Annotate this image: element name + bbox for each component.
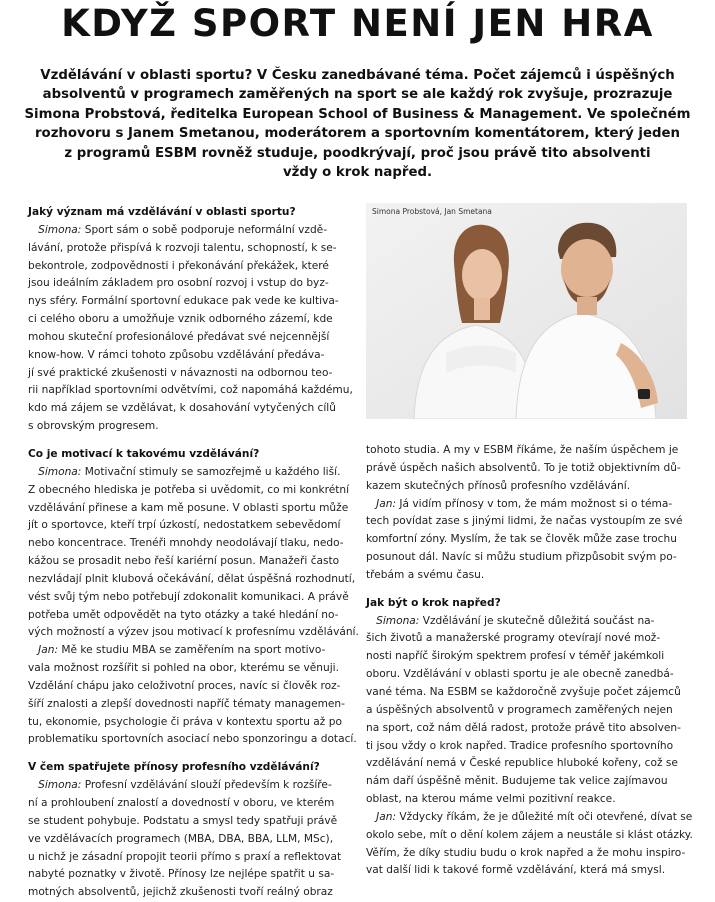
answer-line: právě úspěch našich absolventů. To je totiž objektivním dů- <box>366 461 681 474</box>
answer-line: problematiku sportovních asociací nebo sponzoringu a dotací. <box>28 733 357 746</box>
answer-line: vat další lidi k takové formě vzdělávání, která má smysl. <box>366 864 666 877</box>
answer-line <box>366 496 686 514</box>
answer-line: vané téma. Na ESBM se každoročně zvyšuje počet zájemců <box>366 685 681 698</box>
photo-caption: Simona Probstová, Jan Smetana <box>372 207 492 216</box>
answer-line: nabyté poznatky v životě. Přínosy lze nejlépe spatřit u sa- <box>28 868 335 881</box>
answer-line: ci celého oboru a umožňuje vznik odborného zázemí, kde <box>28 313 333 326</box>
lead-line: vždy o krok napřed. <box>282 165 433 181</box>
answer-line: jí své praktické zkušenosti v návaznosti na odbornou teo- <box>28 366 333 379</box>
answer-line <box>28 464 358 482</box>
answer-line <box>28 222 358 240</box>
answer-text: Motivační stimuly se samozřejmě u každého liší. <box>81 465 341 478</box>
question-heading: V čem spatřujete přínosy profesního vzdělávání? <box>28 761 320 774</box>
answer-line: tech povídat zase s jinými lidmi, že načas vystoupím ze své <box>366 515 683 528</box>
answer-line: motných absolventů, jejichž zkušenosti tvoří reálný obraz <box>28 886 333 899</box>
answer-line <box>28 777 358 795</box>
answer-line: s obrovským progresem. <box>28 420 159 433</box>
answer-line: šich životů a manažerské programy otevírají nové mož- <box>366 632 661 645</box>
speaker-label: Simona: <box>38 465 82 478</box>
answer-line: tu, ekonomie, psychologie či práva v kontextu sportu až po <box>28 715 342 728</box>
answer-line: Vzdělání chápu jako celoživotní proces, navíc si člověk roz- <box>28 679 341 692</box>
question-heading: Jak být o krok napřed? <box>366 596 501 609</box>
answer-line: Věřím, že díky studiu budu o krok napřed a že mohu inspiro- <box>366 846 686 859</box>
headline: KDYŽ SPORT NENÍ JEN HRA <box>61 2 654 45</box>
speaker-label: Jan: <box>376 810 397 823</box>
answer-line: se student pohybuje. Podstatu a smysl tedy spatřuji právě <box>28 814 338 827</box>
answer-line: oboru. Vzdělávání v oblasti sportu je ale obecně zanedbá- <box>366 668 674 681</box>
answer-line: ve vzdělávacích programech (MBA, DBA, BBA, LLM, MSc), <box>28 832 334 845</box>
answer-line: vzdělávání přinese a kam mě posune. V oblasti sportu může <box>28 501 349 514</box>
answer-line <box>28 642 358 660</box>
answer-line: vala možnost rozšířit si pohled na obor, kterému se věnuji. <box>28 662 339 675</box>
answer-line: Z obecného hlediska je potřeba si uvědomit, co mi konkrétní <box>28 483 350 496</box>
answer-line: know-how. V rámci tohoto způsobu vzdělávání předáva- <box>28 348 325 361</box>
answer-line: kazem skutečných přínosů profesního vzdělávání. <box>366 479 631 492</box>
question-heading: Co je motivací k takovému vzdělávání? <box>28 447 260 460</box>
answer-line: nebo koncentrace. Trenéři mnohdy neodolávají tlaku, nedo- <box>28 537 344 550</box>
speaker-label: Simona: <box>38 779 82 792</box>
answer-line: nosti napříč širokým spektrem profesí v téměř jakémkoli <box>366 650 665 663</box>
answer-line: u nichž je zásadní propojit teorii přímo s praxí a reflektovat <box>28 850 342 863</box>
interview-photo <box>366 203 687 419</box>
answer-line <box>366 809 693 827</box>
lead-paragraph <box>10 66 705 182</box>
answer-text: Vždycky říkám, že je důležité mít oči otevřené, dívat se <box>396 810 693 823</box>
answer-line: potřeba umět odpovědět na tyto otázky a také hledání no- <box>28 608 339 621</box>
speaker-label: Simona: <box>376 614 420 627</box>
answer-line: vzdělávání nemá v České republice hluboké kořeny, což se <box>366 757 678 770</box>
photo-illustration <box>366 203 687 419</box>
question-heading: Jaký význam má vzdělávání v oblasti sportu? <box>28 206 296 218</box>
answer-text: Mě ke studiu MBA se zaměřením na sport motivo- <box>58 644 326 657</box>
answer-line: kdo má zájem se vzdělávat, k dosahování vytyčených cílů <box>28 402 336 415</box>
answer-line: komfortní zóny. Myslím, že tak se člověk může zase trochu <box>366 533 677 546</box>
answer-line: na sport, což nám dělá radost, protože právě tito absolven- <box>366 721 681 734</box>
left-column <box>28 204 358 902</box>
answer-line: bekontrole, zodpovědnosti i překonávání překážek, které <box>28 259 329 272</box>
answer-line: tohoto studia. A my v ESBM říkáme, že naším úspěchem je <box>366 444 679 456</box>
answer-line: okolo sebe, mít o dění kolem zájem a neustále si klást otázky. <box>366 828 693 841</box>
answer-text: Vzdělávání je skutečně důležitá součást na- <box>419 614 655 627</box>
answer-line: posunout dál. Navíc si můžu studium přizpůsobit svým po- <box>366 551 677 564</box>
lead-line: Vzdělávání v oblasti sportu? V Česku zanedbávané téma. Počet zájemců i úspěšných <box>40 68 675 83</box>
answer-line: kážou se prosadit nebo řeší kariérní posun. Manažeři často <box>28 555 340 568</box>
answer-text: Já vidím přínosy v tom, že mám možnost si o téma- <box>396 497 673 510</box>
speaker-label: Simona: <box>38 223 82 236</box>
answer-line: lávání, protože přispívá k rozvoji talentu, schopností, k se- <box>28 241 337 254</box>
answer-line: vých možností a výzev jsou motivací k profesnímu vzdělávání. <box>28 626 359 639</box>
answer-line: jít o sportovce, kteří trpí úzkostí, nedostatkem sebevědomí <box>28 519 341 532</box>
speaker-label: Jan: <box>376 497 397 510</box>
answer-line: jsou ideálním základem pro osobní rozvoj i vstup do byz- <box>28 277 329 290</box>
answer-text: Sport sám o sobě podporuje neformální vzdě- <box>81 223 328 236</box>
answer-line: mohou skuteční profesionálové předávat své nejcennější <box>28 330 330 343</box>
answer-line: a úspěšných absolventů v programech zaměřených nejen <box>366 703 673 716</box>
answer-line: vést svůj tým nebo potřebují zdokonalit komunikaci. A právě <box>28 590 349 603</box>
answer-line: ní a prohloubení znalostí a dovedností v oboru, ve kterém <box>28 797 335 809</box>
lead-line: Simona Probstová, ředitelka European School of Business & Management. Ve společném <box>24 106 691 122</box>
lead-line: rozhovoru s Janem Smetanou, moderátorem a sportovním komentátorem, který jeden <box>35 126 680 142</box>
answer-line: oblast, na kterou máme velmi pozitivní reakce. <box>366 793 616 806</box>
answer-line: ti jsou vždy o krok napřed. Tradice profesního sportovního <box>366 739 674 752</box>
right-column <box>366 442 693 880</box>
answer-text: Profesní vzdělávání slouží především k rozšíře- <box>81 779 332 792</box>
lead-line: absolventů v programech zaměřených na sport se ale každý rok zvyšuje, prozrazuje <box>42 87 673 103</box>
answer-line: rii například sportovními odvětvími, což napomáhá každému, <box>28 384 353 397</box>
lead-line: z programů ESBM rovněž studuje, poodkrývají, proč jsou právě tito absolventi <box>64 145 651 161</box>
answer-line: třebám a svému času. <box>366 568 485 581</box>
speaker-label: Jan: <box>38 644 59 657</box>
answer-line: nám daří úspěšně měnit. Budujeme tak velice zajímavou <box>366 775 668 788</box>
answer-line: nys sféry. Formální sportovní edukace pak vede ke kultiva- <box>28 295 339 308</box>
answer-line: šíří znalosti a zlepší dovednosti napříč tématy managemen- <box>28 697 345 710</box>
answer-line: nezvládají plnit klubová očekávání, dělat úspěšná rozhodnutí, <box>28 572 356 585</box>
answer-line <box>366 613 686 631</box>
